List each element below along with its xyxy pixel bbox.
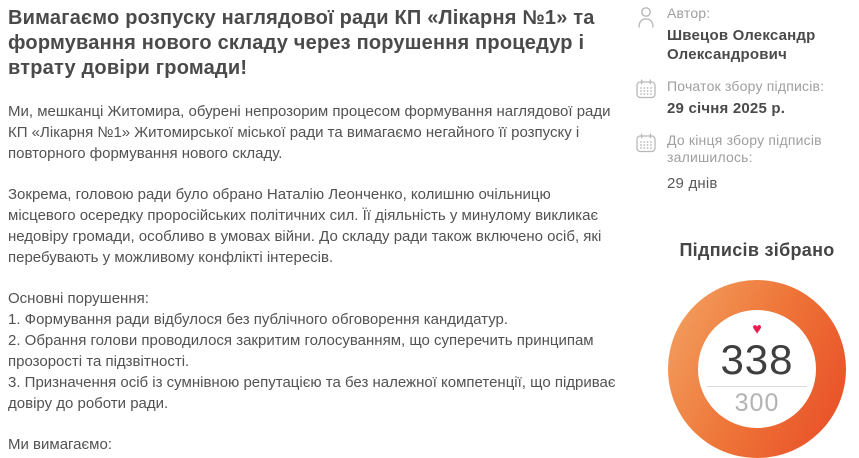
signatures-heading: Підписів зібрано (679, 240, 835, 260)
petition-paragraph: Ми, мешканці Житомира, обурені непрозорим процесом формування наглядової ради КП «Лікарня №1» Житомирської міської ради та вимагаємо негайного її розпуску і повторного формування нового складу. (8, 103, 611, 162)
start-date-row (636, 78, 852, 118)
deadline-value: 29 днів (667, 175, 718, 192)
author-row (636, 5, 852, 64)
signatures-progress-inner (698, 310, 816, 428)
count-divider (707, 386, 807, 387)
violations-block (8, 288, 616, 414)
signatures-collected-count: 338 (720, 336, 794, 383)
user-icon (636, 5, 656, 28)
heart-icon: ♥ (752, 321, 762, 338)
calendar-icon (636, 132, 656, 153)
petition-paragraph: Зокрема, головою ради було обрано Наталію Леонченко, колишню очільницю місцевого осередку проросійських політичних сил. Її діяльність у минулому викликає недовіру громади, особливо в умовах війни. До складу ради також включено осіб, які перебувають у можливому конфлікті інтересів. (8, 186, 602, 266)
signatures-goal-count: 300 (734, 389, 780, 417)
author-name: Швецов Олександр Олександрович (667, 27, 816, 63)
author-label: Автор: (667, 5, 711, 21)
signatures-widget (668, 240, 846, 458)
violation-item: 1. Формування ради відбулося без публічного обговорення кандидатур. (8, 311, 509, 328)
violations-heading: Основні порушення: (8, 290, 149, 307)
violation-item: 2. Обрання голови проводилося закритим голосуванням, що суперечить принципам прозорості та підзвітності. (8, 332, 594, 370)
violation-item: 3. Призначення осіб із сумнівною репутацією та без належної компетенції, що підриває довіру до роботи ради. (8, 374, 616, 412)
petition-title: Вимагаємо розпуску наглядової ради КП «Лікарня №1» та формування нового складу через порушення процедур і втрату довіри громади! (8, 7, 595, 79)
calendar-icon (636, 78, 656, 99)
deadline-row (636, 132, 852, 193)
start-date-label: Початок збору підписів: (667, 78, 825, 94)
deadline-label: До кінця збору підписів залишилось: (667, 132, 822, 165)
signatures-progress-ring (668, 280, 846, 458)
petition-sidebar (636, 3, 852, 417)
demands-heading: Ми вимагаємо: (8, 436, 113, 453)
petition-body (8, 0, 616, 455)
start-date-value: 29 січня 2025 р. (667, 100, 786, 117)
